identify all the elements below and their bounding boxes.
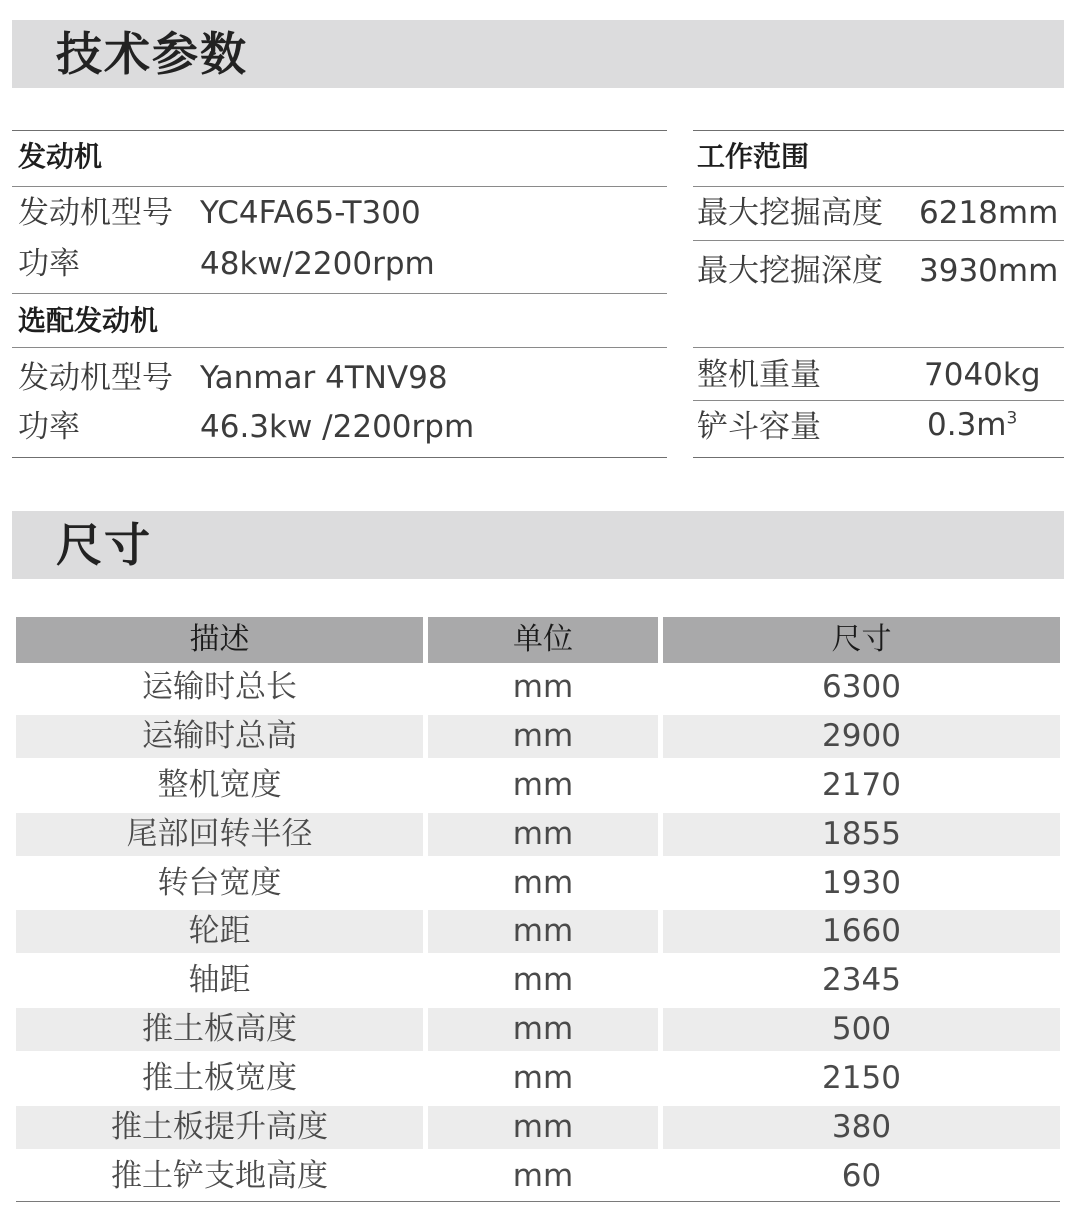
- max-dig-depth-label: 最大挖掘深度: [697, 253, 883, 289]
- divider: [693, 240, 1064, 241]
- divider: [12, 186, 667, 187]
- engine-power-label: 功率: [18, 246, 80, 282]
- weight-label: 整机重量: [697, 357, 821, 393]
- bucket-value: [927, 407, 1018, 443]
- row-description: 推土板提升高度: [16, 1106, 423, 1149]
- divider: [693, 457, 1064, 458]
- optional-engine-power-label: 功率: [18, 409, 80, 445]
- row-unit: mm: [428, 1106, 658, 1149]
- divider: [12, 457, 667, 458]
- row-description: 尾部回转半径: [16, 813, 423, 856]
- optional-engine-model-label: 发动机型号: [18, 360, 173, 396]
- divider: [693, 130, 1064, 131]
- row-size: 60: [841, 1157, 882, 1194]
- working-range-heading: 工作范围: [697, 140, 810, 173]
- max-dig-height-label: 最大挖掘高度: [697, 195, 883, 231]
- table-row: [16, 1103, 1060, 1152]
- spec-section-title: 技术参数: [56, 27, 248, 81]
- row-size: 380: [663, 1106, 1060, 1149]
- row-description: 运输时总高: [16, 715, 423, 758]
- row-size: 2345: [822, 962, 901, 999]
- engine-power-value: 48kw/2200rpm: [200, 246, 435, 282]
- row-description: 运输时总长: [142, 669, 297, 705]
- row-unit: mm: [512, 1060, 574, 1097]
- row-unit: mm: [512, 766, 574, 803]
- row-description: 转台宽度: [157, 864, 282, 901]
- divider: [12, 130, 667, 131]
- row-unit: mm: [512, 669, 574, 705]
- bucket-label: 铲斗容量: [697, 409, 821, 445]
- table-row: [16, 907, 1060, 956]
- spec-section-banner: [12, 20, 1064, 88]
- table-row: [16, 1005, 1060, 1054]
- table-header-row: [16, 617, 1060, 663]
- optional-engine-heading: 选配发动机: [18, 304, 159, 337]
- row-unit: mm: [512, 864, 574, 901]
- engine-model-label: 发动机型号: [18, 195, 173, 231]
- table-row: [16, 663, 1060, 712]
- engine-model-value: YC4FA65-T300: [200, 195, 421, 231]
- row-description: 推土板高度: [16, 1008, 423, 1051]
- row-unit: mm: [428, 813, 658, 856]
- max-dig-depth-value: 3930mm: [919, 253, 1059, 289]
- header-description: 描述: [16, 617, 423, 663]
- row-description: 轴距: [188, 962, 251, 999]
- table-row: [16, 810, 1060, 859]
- row-description: 推土板宽度: [142, 1060, 297, 1097]
- row-unit: mm: [428, 715, 658, 758]
- table-bottom-rule: [16, 1201, 1060, 1202]
- row-size: 2170: [822, 766, 901, 803]
- row-size: 1660: [663, 910, 1060, 953]
- row-size: 1930: [822, 864, 901, 901]
- dimensions-section-title: 尺寸: [56, 518, 152, 572]
- engine-heading: 发动机: [18, 140, 103, 173]
- divider: [693, 186, 1064, 187]
- row-description: 轮距: [16, 910, 423, 953]
- optional-engine-power-value: 46.3kw /2200rpm: [200, 409, 475, 445]
- divider: [12, 347, 667, 348]
- dimensions-table: [16, 617, 1060, 1201]
- table-row: [16, 956, 1060, 1005]
- row-unit: mm: [512, 1157, 574, 1194]
- row-description: 推土铲支地高度: [111, 1157, 328, 1194]
- header-size: 尺寸: [663, 617, 1060, 663]
- header-unit: 单位: [428, 617, 658, 663]
- dimensions-section-banner: [12, 511, 1064, 579]
- divider: [12, 293, 667, 294]
- table-row: [16, 761, 1060, 810]
- table-row: [16, 1054, 1060, 1103]
- row-size: 500: [663, 1008, 1060, 1051]
- row-unit: mm: [512, 962, 574, 999]
- divider: [693, 400, 1064, 401]
- weight-value: 7040kg: [924, 357, 1041, 393]
- row-description: 整机宽度: [157, 766, 282, 803]
- table-row: [16, 1152, 1060, 1201]
- bucket-value-number: 0.3m: [927, 407, 1007, 443]
- row-size: 2150: [822, 1060, 901, 1097]
- row-unit: mm: [428, 910, 658, 953]
- table-row: [16, 859, 1060, 908]
- max-dig-height-value: 6218mm: [919, 195, 1059, 231]
- row-size: 2900: [663, 715, 1060, 758]
- row-unit: mm: [428, 1008, 658, 1051]
- table-row: [16, 712, 1060, 761]
- row-size: 6300: [822, 669, 901, 705]
- optional-engine-model-value: Yanmar 4TNV98: [200, 360, 448, 396]
- bucket-unit-superscript: 3: [1006, 408, 1018, 429]
- row-size: 1855: [663, 813, 1060, 856]
- divider: [693, 347, 1064, 348]
